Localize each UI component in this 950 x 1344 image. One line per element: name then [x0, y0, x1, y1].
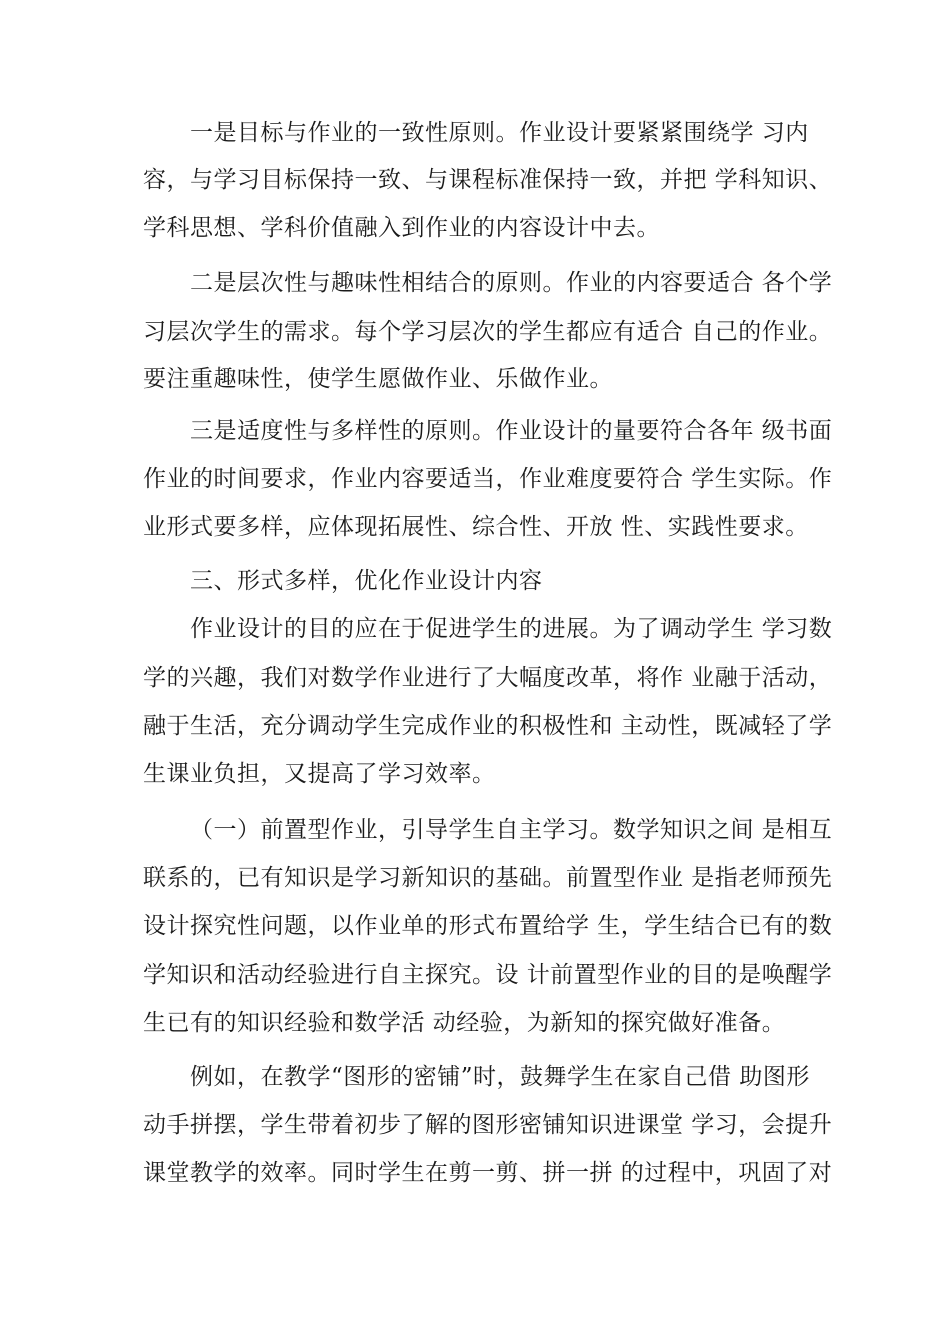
paragraph-7-line-2: 动手拼摆，学生带着初步了解的图形密铺知识进课堂 学习，会提升: [143, 1112, 833, 1138]
paragraph-5-line-2: 学的兴趣，我们对数学作业进行了大幅度改革，将作 业融于活动，: [143, 665, 833, 691]
paragraph-6-line-5: 生已有的知识经验和数学活 动经验，为新知的探究做好准备。: [143, 1010, 786, 1036]
section-heading: 三、形式多样，优化作业设计内容: [190, 568, 543, 594]
paragraph-2-line-1: 二是层次性与趣味性相结合的原则。作业的内容要适合 各个学: [190, 270, 833, 296]
paragraph-7-line-1: 例如，在教学“图形的密铺”时，鼓舞学生在家自己借 助图形: [190, 1064, 810, 1090]
paragraph-1-line-3: 学科思想、学科价值融入到作业的内容设计中去。: [143, 215, 660, 241]
paragraph-5-line-3: 融于生活，充分调动学生完成作业的积极性和 主动性，既减轻了学: [143, 713, 833, 739]
paragraph-3-line-2: 作业的时间要求，作业内容要适当，作业难度要符合 学生实际。作: [143, 466, 833, 492]
paragraph-2-line-3: 要注重趣味性，使学生愿做作业、乐做作业。: [143, 366, 613, 392]
paragraph-6-line-4: 学知识和活动经验进行自主探究。设 计前置型作业的目的是唤醒学: [143, 962, 833, 988]
paragraph-3-line-1: 三是适度性与多样性的原则。作业设计的量要符合各年 级书面: [190, 418, 833, 444]
paragraph-1-line-1: 一是目标与作业的一致性原则。作业设计要紧紧围绕学 习内: [190, 120, 809, 146]
paragraph-1-line-2: 容，与学习目标保持一致、与课程标准保持一致，并把 学科知识、: [143, 167, 833, 193]
paragraph-6-line-3: 设计探究性问题，以作业单的形式布置给学 生，学生结合已有的数: [143, 913, 833, 939]
paragraph-6-line-2: 联系的，已有知识是学习新知识的基础。前置型作业 是指老师预先: [143, 865, 833, 891]
paragraph-2-line-2: 习层次学生的需求。每个学习层次的学生都应有适合 自己的作业。: [143, 319, 833, 345]
paragraph-7-line-3: 课堂教学的效率。同时学生在剪一剪、拼一拼 的过程中，巩固了对: [143, 1160, 833, 1186]
paragraph-6-line-1: （一）前置型作业，引导学生自主学习。数学知识之间 是相互: [190, 817, 833, 843]
paragraph-5-line-1: 作业设计的目的应在于促进学生的进展。为了调动学生 学习数: [190, 616, 833, 642]
paragraph-3-line-3: 业形式要多样，应体现拓展性、综合性、开放 性、实践性要求。: [143, 514, 809, 540]
paragraph-5-line-4: 生课业负担，又提高了学习效率。: [143, 761, 496, 787]
